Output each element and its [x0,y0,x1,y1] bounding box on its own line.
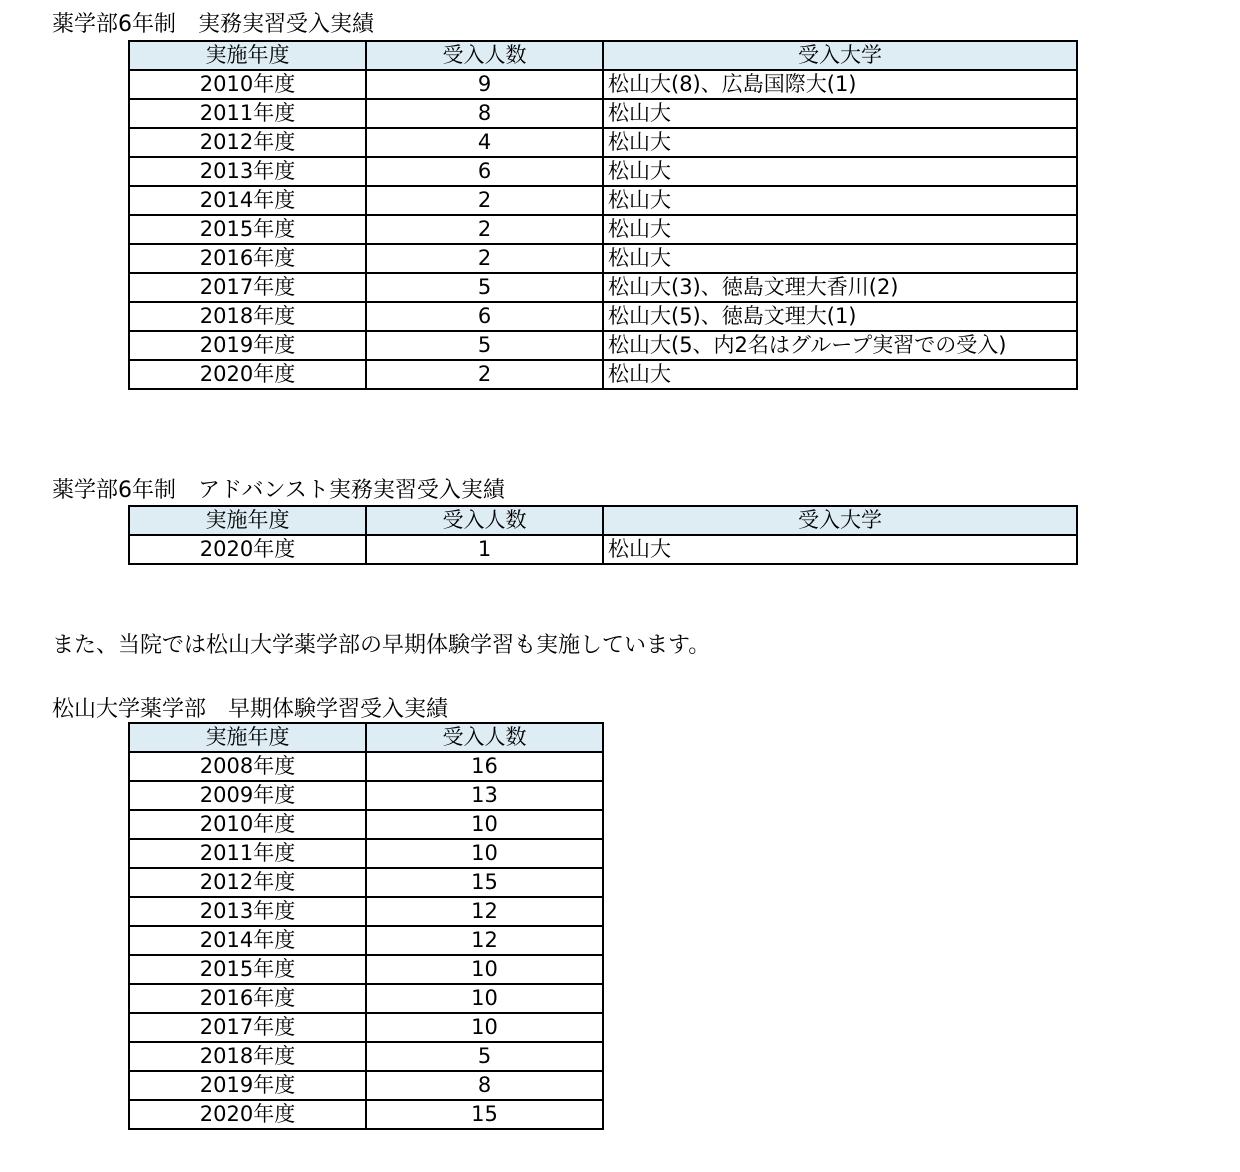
table-row [129,839,603,868]
table-row [129,302,1077,331]
cell-university: 松山大 [603,186,1077,215]
cell-year: 2015年度 [129,215,366,244]
table-header [129,506,1077,535]
cell-count: 8 [366,99,603,128]
table-row [129,868,603,897]
cell-year: 2010年度 [129,70,366,99]
cell-year: 2020年度 [129,535,366,564]
cell-count: 5 [366,273,603,302]
header-row [129,41,1077,70]
table-row [129,99,1077,128]
cell-year: 2018年度 [129,302,366,331]
cell-university: 松山大(8)、広島国際大(1) [603,70,1077,99]
note-text: また、当院では松山大学薬学部の早期体験学習も実施しています。 [52,633,711,658]
cell-year: 2011年度 [129,839,366,868]
cell-count: 15 [366,868,603,897]
table-row [129,897,603,926]
cell-year: 2013年度 [129,897,366,926]
table-header [129,41,1077,70]
cell-count: 16 [366,752,603,781]
cell-count: 5 [366,331,603,360]
header-year: 実施年度 [129,41,366,70]
cell-count: 2 [366,360,603,389]
cell-year: 2009年度 [129,781,366,810]
header-university: 受入大学 [603,41,1077,70]
table-row [129,215,1077,244]
cell-year: 2014年度 [129,186,366,215]
practice-training-title: 薬学部6年制 実務実習受入実績 [52,12,374,37]
cell-year: 2014年度 [129,926,366,955]
table-header [129,723,603,752]
header-row [129,723,603,752]
cell-count: 2 [366,244,603,273]
cell-university: 松山大 [603,535,1077,564]
header-count: 受入人数 [366,723,603,752]
cell-count: 9 [366,70,603,99]
cell-year: 2017年度 [129,273,366,302]
table-row [129,781,603,810]
practice-training-table [128,40,1078,390]
header-year: 実施年度 [129,506,366,535]
early-experience-table [128,722,604,1130]
table-row [129,955,603,984]
early-experience-title: 松山大学薬学部 早期体験学習受入実績 [52,697,449,722]
cell-year: 2015年度 [129,955,366,984]
cell-year: 2020年度 [129,1100,366,1129]
cell-count: 10 [366,839,603,868]
table-row [129,1100,603,1129]
cell-year: 2019年度 [129,331,366,360]
cell-university: 松山大 [603,244,1077,273]
table-row [129,1013,603,1042]
table-row [129,926,603,955]
cell-count: 15 [366,1100,603,1129]
cell-year: 2010年度 [129,810,366,839]
table-row [129,535,1077,564]
cell-university: 松山大(3)、徳島文理大香川(2) [603,273,1077,302]
advanced-training-table [128,505,1078,565]
cell-year: 2016年度 [129,984,366,1013]
table-row [129,273,1077,302]
cell-count: 8 [366,1071,603,1100]
table-body [129,752,603,1129]
cell-university: 松山大 [603,99,1077,128]
table-row [129,331,1077,360]
cell-year: 2012年度 [129,868,366,897]
table-row [129,360,1077,389]
header-row [129,506,1077,535]
table-row [129,157,1077,186]
cell-year: 2020年度 [129,360,366,389]
table-row [129,810,603,839]
cell-count: 13 [366,781,603,810]
cell-university: 松山大(5)、徳島文理大(1) [603,302,1077,331]
table-row [129,128,1077,157]
header-count: 受入人数 [366,506,603,535]
table-row [129,1071,603,1100]
cell-count: 10 [366,955,603,984]
cell-year: 2012年度 [129,128,366,157]
cell-year: 2019年度 [129,1071,366,1100]
cell-university: 松山大 [603,157,1077,186]
header-year: 実施年度 [129,723,366,752]
cell-count: 5 [366,1042,603,1071]
cell-year: 2018年度 [129,1042,366,1071]
table-row [129,244,1077,273]
table-row [129,752,603,781]
table-body [129,535,1077,564]
cell-count: 2 [366,186,603,215]
cell-count: 6 [366,302,603,331]
cell-count: 10 [366,1013,603,1042]
cell-year: 2008年度 [129,752,366,781]
cell-count: 6 [366,157,603,186]
cell-year: 2013年度 [129,157,366,186]
cell-count: 10 [366,810,603,839]
cell-count: 10 [366,984,603,1013]
header-university: 受入大学 [603,506,1077,535]
table-row [129,70,1077,99]
cell-count: 12 [366,926,603,955]
cell-count: 12 [366,897,603,926]
table-row [129,186,1077,215]
cell-university: 松山大 [603,360,1077,389]
cell-count: 4 [366,128,603,157]
cell-university: 松山大 [603,128,1077,157]
cell-university: 松山大 [603,215,1077,244]
table-body [129,70,1077,389]
advanced-training-title: 薬学部6年制 アドバンスト実務実習受入実績 [52,478,505,503]
table-row [129,984,603,1013]
table-row [129,1042,603,1071]
cell-count: 2 [366,215,603,244]
cell-year: 2011年度 [129,99,366,128]
cell-count: 1 [366,535,603,564]
cell-year: 2017年度 [129,1013,366,1042]
cell-year: 2016年度 [129,244,366,273]
cell-university: 松山大(5、内2名はグループ実習での受入) [603,331,1077,360]
header-count: 受入人数 [366,41,603,70]
